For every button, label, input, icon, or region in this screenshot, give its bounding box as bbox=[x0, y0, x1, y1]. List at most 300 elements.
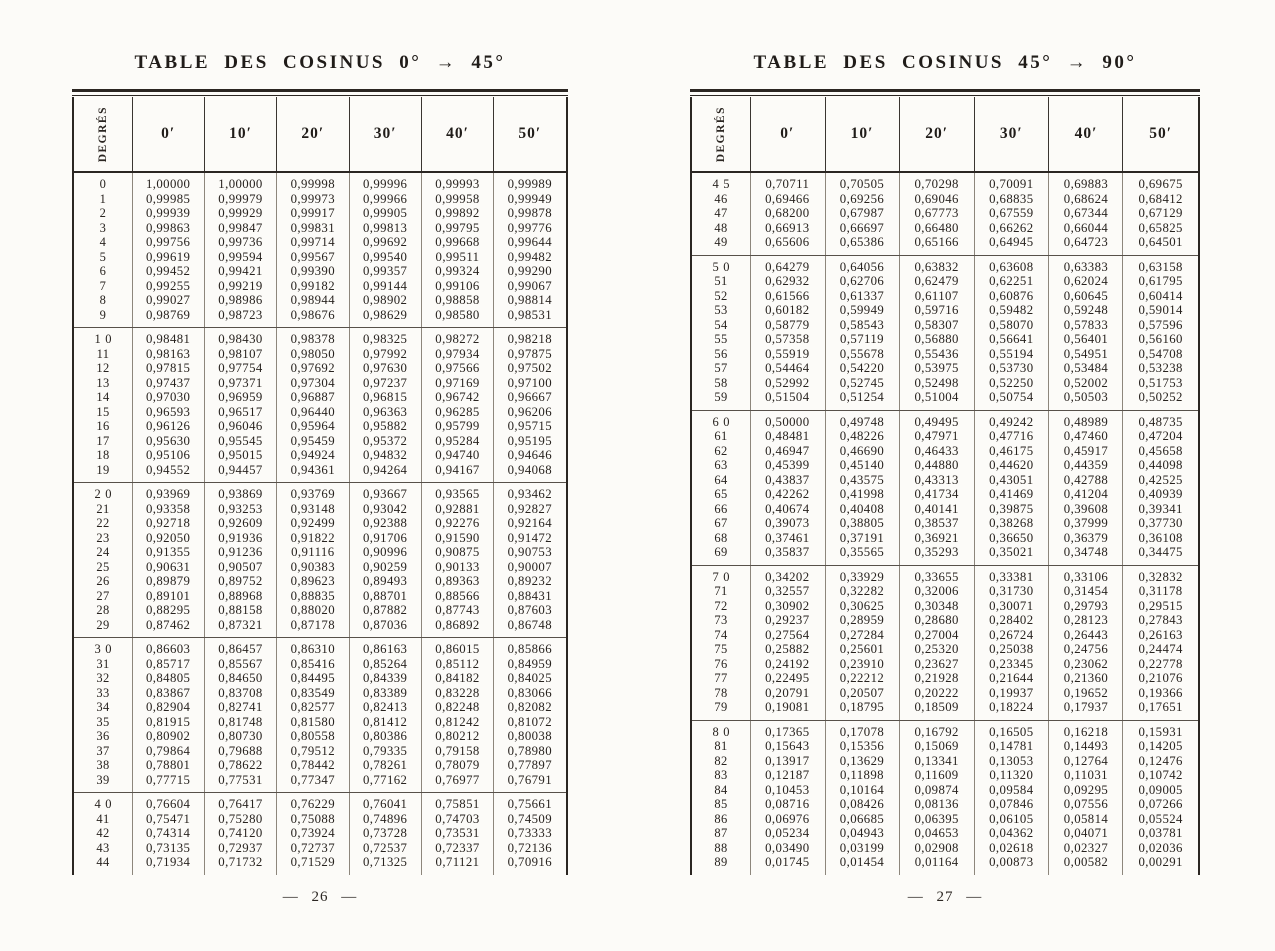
cosine-value-cell: 0,51254 bbox=[839, 390, 885, 404]
degree-cell: 19 bbox=[96, 462, 110, 477]
cosine-value-cell: 0,86310 bbox=[290, 642, 336, 656]
degree-cell: 13 bbox=[96, 375, 110, 390]
cosine-value-cell: 0,93253 bbox=[218, 501, 263, 516]
table-row bbox=[74, 463, 566, 478]
minute-column-header: 40′ bbox=[446, 125, 469, 142]
table-row bbox=[74, 531, 566, 546]
cosine-value-cell: 0,24192 bbox=[765, 656, 810, 671]
cosine-value-cell: 0,25320 bbox=[914, 642, 959, 656]
cosine-value-cell: 0,37191 bbox=[839, 530, 885, 545]
cosine-value-cell: 0,40408 bbox=[839, 501, 885, 516]
cosine-value-cell: 0,16505 bbox=[989, 724, 1034, 739]
cosine-value-cell: 0,11320 bbox=[989, 768, 1034, 782]
cosine-value-cell: 0,23910 bbox=[839, 656, 885, 671]
cosine-value-cell: 0,61795 bbox=[1138, 274, 1183, 288]
cosine-value-cell: 0,02036 bbox=[1138, 840, 1183, 855]
minute-column-header: 0′ bbox=[780, 125, 795, 142]
degree-cell: 69 bbox=[714, 545, 728, 559]
cosine-value-cell: 0,54464 bbox=[765, 361, 810, 375]
degree-group bbox=[692, 720, 1198, 875]
cosine-value-cell: 0,09005 bbox=[1138, 782, 1183, 797]
cosine-value-cell: 0,12187 bbox=[765, 768, 810, 782]
degree-cell: 17 bbox=[96, 433, 110, 448]
cosine-value-cell: 0,90631 bbox=[145, 559, 191, 574]
degree-cell: 81 bbox=[714, 739, 728, 753]
cosine-value-cell: 0,28959 bbox=[839, 613, 885, 627]
cosine-value-cell: 0,14781 bbox=[989, 739, 1034, 753]
cosine-value-cell: 0,24474 bbox=[1138, 642, 1183, 656]
cosine-value-cell: 0,91355 bbox=[145, 545, 191, 559]
cosine-value-cell: 0,76791 bbox=[507, 772, 553, 787]
cosine-value-cell: 0,79864 bbox=[145, 743, 191, 758]
table-frame bbox=[72, 97, 568, 875]
cosine-value-cell: 0,86457 bbox=[218, 642, 263, 656]
cosine-value-cell: 0,72537 bbox=[362, 840, 408, 855]
cosine-value-cell: 0,82904 bbox=[145, 700, 191, 714]
cosine-value-cell: 0,46433 bbox=[914, 443, 959, 458]
cosine-value-cell: 0,84182 bbox=[435, 671, 480, 685]
cosine-value-cell: 0,33929 bbox=[839, 569, 885, 584]
cosine-value-cell: 0,92050 bbox=[145, 530, 191, 545]
cosine-value-cell: 0,55194 bbox=[989, 346, 1034, 361]
cosine-value-cell: 0,15931 bbox=[1138, 724, 1183, 739]
cosine-value-cell: 0,76041 bbox=[362, 797, 408, 811]
table-row bbox=[692, 206, 1198, 221]
cosine-value-cell: 0,94167 bbox=[435, 462, 480, 477]
cosine-value-cell: 0,14493 bbox=[1063, 739, 1109, 753]
cosine-value-cell: 0,52002 bbox=[1063, 375, 1109, 390]
degree-cell: 11 bbox=[96, 346, 110, 361]
cosine-value-cell: 0,11031 bbox=[1064, 768, 1108, 782]
degree-cell: 18 bbox=[96, 448, 110, 462]
degree-cell: 36 bbox=[96, 729, 110, 743]
cosine-value-cell: 0,99998 bbox=[290, 177, 336, 191]
cosine-value-cell: 0,57119 bbox=[840, 332, 884, 346]
degree-cell: 37 bbox=[96, 743, 110, 758]
cosine-value-cell: 0,88701 bbox=[362, 588, 408, 603]
cosine-value-cell: 0,21076 bbox=[1138, 671, 1183, 685]
cosine-value-cell: 0,23627 bbox=[914, 656, 959, 671]
cosine-value-cell: 0,28402 bbox=[989, 613, 1034, 627]
cosine-value-cell: 0,59482 bbox=[989, 303, 1034, 317]
cosine-value-cell: 0,35021 bbox=[989, 545, 1034, 559]
page-number: — 27 — bbox=[907, 888, 983, 905]
cosine-value-cell: 0,84650 bbox=[218, 671, 263, 685]
table-row bbox=[692, 235, 1198, 250]
table-row bbox=[74, 574, 566, 589]
cosine-value-cell: 0,18795 bbox=[839, 700, 885, 714]
table-row bbox=[692, 841, 1198, 856]
cosine-value-cell: 0,67559 bbox=[989, 206, 1034, 220]
cosine-value-cell: 0,43575 bbox=[839, 472, 885, 487]
cosine-value-cell: 0,99255 bbox=[145, 278, 191, 293]
cosine-value-cell: 0,93969 bbox=[145, 487, 191, 501]
cosine-value-cell: 0,15356 bbox=[839, 739, 885, 753]
cosine-value-cell: 0,76417 bbox=[218, 797, 263, 811]
cosine-value-cell: 0,39341 bbox=[1138, 501, 1183, 516]
cosine-value-cell: 0,84025 bbox=[507, 671, 553, 685]
cosine-value-cell: 0,09874 bbox=[914, 782, 959, 797]
cosine-value-cell: 0,99878 bbox=[507, 206, 553, 220]
degree-cell: 52 bbox=[714, 288, 728, 303]
cosine-value-cell: 0,80386 bbox=[362, 729, 408, 743]
cosine-value-cell: 0,53484 bbox=[1063, 361, 1109, 375]
cosine-value-cell: 0,88020 bbox=[290, 603, 336, 617]
cosine-value-cell: 0,81242 bbox=[435, 714, 480, 729]
cosine-value-cell: 0,95106 bbox=[145, 448, 191, 462]
degree-cell: 88 bbox=[714, 840, 728, 855]
cosine-value-cell: 0,00873 bbox=[989, 855, 1034, 869]
cosine-value-cell: 0,70505 bbox=[839, 177, 885, 191]
cosine-value-cell: 0,97934 bbox=[435, 346, 480, 361]
degree-cell: 65 bbox=[714, 487, 728, 501]
degree-cell: 38 bbox=[96, 758, 110, 772]
cosine-value-cell: 0,82741 bbox=[218, 700, 263, 714]
cosine-value-cell: 0,92276 bbox=[435, 516, 480, 530]
cosine-value-cell: 0,25882 bbox=[765, 642, 810, 656]
cosine-value-cell: 0,99714 bbox=[290, 235, 336, 249]
cosine-value-cell: 0,94832 bbox=[362, 448, 408, 462]
cosine-value-cell: 0,37461 bbox=[765, 530, 810, 545]
table-top-rule bbox=[690, 89, 1200, 96]
cosine-value-cell: 0,99357 bbox=[362, 264, 408, 278]
cosine-value-cell: 0,18509 bbox=[914, 700, 959, 714]
cosine-value-cell: 0,25038 bbox=[989, 642, 1034, 656]
cosine-value-cell: 0,19652 bbox=[1063, 685, 1109, 700]
table-row bbox=[74, 671, 566, 686]
degree-cell: 3 bbox=[99, 220, 107, 235]
cosine-value-cell: 1,00000 bbox=[218, 177, 263, 191]
cosine-value-cell: 0,94264 bbox=[362, 462, 408, 477]
cosine-value-cell: 0,21360 bbox=[1063, 671, 1109, 685]
degree-cell: 40 bbox=[94, 797, 116, 811]
cosine-value-cell: 0,91706 bbox=[362, 530, 408, 545]
cosine-value-cell: 0,96046 bbox=[218, 419, 263, 433]
degree-cell: 87 bbox=[714, 826, 728, 840]
cosine-value-cell: 0,98481 bbox=[145, 332, 191, 346]
table-row bbox=[74, 221, 566, 236]
cosine-value-cell: 0,08136 bbox=[914, 797, 959, 811]
cosine-value-cell: 0,68624 bbox=[1063, 191, 1109, 206]
table-row bbox=[692, 458, 1198, 473]
cosine-value-cell: 0,92827 bbox=[507, 501, 553, 516]
cosine-value-cell: 0,02908 bbox=[914, 840, 959, 855]
degree-cell: 49 bbox=[714, 235, 728, 249]
cosine-value-cell: 0,84959 bbox=[507, 656, 553, 671]
cosine-value-cell: 0,99989 bbox=[507, 177, 553, 191]
page-title: TABLE DES COSINUS 0° → 45° bbox=[134, 52, 506, 73]
cosine-value-cell: 0,54951 bbox=[1063, 346, 1109, 361]
table-row bbox=[692, 671, 1198, 686]
cosine-value-cell: 0,95630 bbox=[145, 433, 191, 448]
cosine-value-cell: 0,96959 bbox=[218, 390, 263, 404]
cosine-value-cell: 0,44880 bbox=[914, 458, 959, 472]
cosine-value-cell: 0,99958 bbox=[435, 191, 480, 206]
cosine-value-cell: 0,78079 bbox=[435, 758, 480, 772]
cosine-value-cell: 0,96667 bbox=[507, 390, 553, 404]
cosine-value-cell: 0,74509 bbox=[507, 811, 553, 826]
cosine-value-cell: 0,92164 bbox=[507, 516, 553, 530]
cosine-value-cell: 0,95545 bbox=[218, 433, 263, 448]
cosine-value-cell: 0,70711 bbox=[765, 177, 810, 191]
cosine-value-cell: 0,67129 bbox=[1138, 206, 1183, 220]
cosine-value-cell: 0,26724 bbox=[989, 627, 1034, 642]
cosine-value-cell: 0,89752 bbox=[218, 574, 263, 588]
cosine-value-cell: 0,88431 bbox=[507, 588, 553, 603]
cosine-value-cell: 0,89101 bbox=[145, 588, 191, 603]
cosine-value-cell: 0,35293 bbox=[914, 545, 959, 559]
minute-column-header: 40′ bbox=[1074, 125, 1098, 142]
minute-column-header: 10′ bbox=[850, 125, 874, 142]
cosine-value-cell: 0,95015 bbox=[218, 448, 263, 462]
degree-cell: 10 bbox=[94, 332, 116, 346]
cosine-value-cell: 0,82413 bbox=[362, 700, 408, 714]
cosine-value-cell: 0,99831 bbox=[290, 220, 336, 235]
cosine-value-cell: 0,93565 bbox=[435, 487, 480, 501]
cosine-value-cell: 0,85567 bbox=[218, 656, 263, 671]
table-header bbox=[74, 97, 566, 173]
degree-cell: 26 bbox=[96, 574, 110, 588]
cosine-value-cell: 0,70091 bbox=[989, 177, 1034, 191]
degree-cell: 70 bbox=[712, 569, 734, 584]
cosine-value-cell: 0,70298 bbox=[914, 177, 959, 191]
table-row bbox=[692, 768, 1198, 783]
cosine-value-cell: 0,86163 bbox=[362, 642, 408, 656]
cosine-value-cell: 0,06395 bbox=[914, 811, 959, 826]
table-row bbox=[692, 545, 1198, 560]
table-row bbox=[74, 744, 566, 759]
cosine-value-cell: 0,98902 bbox=[362, 293, 408, 307]
table-row bbox=[74, 589, 566, 604]
degree-cell: 31 bbox=[96, 656, 110, 671]
degree-cell: 47 bbox=[714, 206, 728, 220]
table-row bbox=[692, 642, 1198, 657]
table-row bbox=[692, 628, 1198, 643]
cosine-value-cell: 0,43313 bbox=[914, 472, 959, 487]
cosine-value-cell: 0,97754 bbox=[218, 361, 263, 375]
cosine-value-cell: 0,57358 bbox=[765, 332, 810, 346]
cosine-value-cell: 0,93769 bbox=[290, 487, 336, 501]
table-row bbox=[692, 376, 1198, 391]
cosine-value-cell: 0,32832 bbox=[1138, 569, 1183, 584]
degree-cell: 63 bbox=[714, 458, 728, 472]
cosine-value-cell: 0,64279 bbox=[765, 259, 810, 274]
cosine-value-cell: 0,51004 bbox=[914, 390, 959, 404]
cosine-value-cell: 0,80212 bbox=[435, 729, 480, 743]
cosine-value-cell: 0,97630 bbox=[362, 361, 408, 375]
degree-cell: 44 bbox=[96, 855, 110, 869]
table-row bbox=[74, 657, 566, 672]
cosine-value-cell: 0,99144 bbox=[362, 278, 408, 293]
cosine-value-cell: 0,69883 bbox=[1063, 177, 1109, 191]
cosine-value-cell: 0,39073 bbox=[765, 516, 810, 530]
cosine-value-cell: 0,56880 bbox=[914, 332, 959, 346]
cosine-value-cell: 0,94740 bbox=[435, 448, 480, 462]
cosine-value-cell: 0,16218 bbox=[1063, 724, 1109, 739]
cosine-value-cell: 0,41734 bbox=[914, 487, 959, 501]
table-row bbox=[74, 797, 566, 812]
degree-group bbox=[74, 792, 566, 875]
table-row bbox=[74, 419, 566, 434]
degree-cell: 27 bbox=[96, 588, 110, 603]
cosine-value-cell: 0,75851 bbox=[435, 797, 480, 811]
cosine-value-cell: 0,75471 bbox=[145, 811, 191, 826]
table-row bbox=[74, 434, 566, 449]
cosine-value-cell: 0,58307 bbox=[914, 317, 959, 332]
table-row bbox=[74, 812, 566, 827]
minute-column-header: 50′ bbox=[1149, 125, 1173, 142]
degrees-column-header: DEGRÉS bbox=[715, 105, 727, 163]
cosine-value-cell: 0,99482 bbox=[507, 249, 553, 264]
cosine-value-cell: 0,99421 bbox=[218, 264, 263, 278]
cosine-value-cell: 0,99324 bbox=[435, 264, 480, 278]
cosine-value-cell: 0,55436 bbox=[914, 346, 959, 361]
cosine-value-cell: 0,91236 bbox=[218, 545, 263, 559]
cosine-value-cell: 0,91116 bbox=[291, 545, 335, 559]
cosine-value-cell: 0,97100 bbox=[507, 375, 553, 390]
cosine-value-cell: 0,90383 bbox=[290, 559, 336, 574]
cosine-value-cell: 0,72337 bbox=[435, 840, 480, 855]
cosine-value-cell: 0,94068 bbox=[507, 462, 553, 477]
degree-cell: 58 bbox=[714, 375, 728, 390]
cosine-value-cell: 0,88158 bbox=[218, 603, 263, 617]
degree-cell: 7 bbox=[99, 278, 107, 293]
cosine-value-cell: 0,95195 bbox=[507, 433, 553, 448]
cosine-value-cell: 0,32282 bbox=[839, 584, 885, 598]
cosine-value-cell: 0,38268 bbox=[989, 516, 1034, 530]
cosine-value-cell: 0,98430 bbox=[218, 332, 263, 346]
cosine-value-cell: 0,13917 bbox=[765, 753, 810, 768]
degree-cell: 68 bbox=[714, 530, 728, 545]
cosine-value-cell: 0,52250 bbox=[989, 375, 1034, 390]
cosine-value-cell: 0,99966 bbox=[362, 191, 408, 206]
cosine-value-cell: 0,25601 bbox=[839, 642, 885, 656]
cosine-value-cell: 0,07846 bbox=[989, 797, 1034, 811]
degree-cell: 73 bbox=[714, 613, 728, 627]
cosine-table-0-45 bbox=[72, 89, 568, 875]
table-row bbox=[74, 206, 566, 221]
cosine-value-cell: 0,10742 bbox=[1138, 768, 1183, 782]
degree-cell: 56 bbox=[714, 346, 728, 361]
degree-cell: 83 bbox=[714, 768, 728, 782]
cosine-value-cell: 0,95799 bbox=[435, 419, 480, 433]
table-row bbox=[692, 584, 1198, 599]
cosine-value-cell: 0,99106 bbox=[435, 278, 480, 293]
cosine-value-cell: 0,14205 bbox=[1138, 739, 1183, 753]
degree-cell: 50 bbox=[712, 259, 734, 274]
degree-cell: 0 bbox=[99, 177, 107, 191]
degree-cell: 82 bbox=[714, 753, 728, 768]
degree-cell: 9 bbox=[99, 307, 107, 322]
cosine-value-cell: 0,96593 bbox=[145, 404, 191, 419]
cosine-value-cell: 0,59716 bbox=[914, 303, 959, 317]
cosine-value-cell: 0,96742 bbox=[435, 390, 480, 404]
table-row bbox=[692, 739, 1198, 754]
cosine-value-cell: 0,83708 bbox=[218, 685, 263, 700]
cosine-value-cell: 0,48226 bbox=[839, 429, 885, 443]
cosine-value-cell: 0,47971 bbox=[914, 429, 959, 443]
cosine-value-cell: 0,53238 bbox=[1138, 361, 1183, 375]
cosine-value-cell: 0,03490 bbox=[765, 840, 810, 855]
table-row bbox=[74, 279, 566, 294]
table-row bbox=[692, 318, 1198, 333]
cosine-value-cell: 0,74703 bbox=[435, 811, 480, 826]
cosine-value-cell: 0,99863 bbox=[145, 220, 191, 235]
cosine-value-cell: 0,65386 bbox=[839, 235, 885, 249]
cosine-value-cell: 0,97304 bbox=[290, 375, 336, 390]
cosine-value-cell: 0,06105 bbox=[989, 811, 1034, 826]
cosine-value-cell: 0,22778 bbox=[1138, 656, 1183, 671]
cosine-value-cell: 0,66697 bbox=[839, 220, 885, 235]
cosine-value-cell: 0,00582 bbox=[1063, 855, 1109, 869]
cosine-value-cell: 0,99917 bbox=[290, 206, 336, 220]
degree-cell: 29 bbox=[96, 617, 110, 632]
cosine-value-cell: 0,99905 bbox=[362, 206, 408, 220]
degree-cell: 74 bbox=[714, 627, 728, 642]
cosine-value-cell: 0,30071 bbox=[989, 598, 1034, 613]
cosine-value-cell: 0,75088 bbox=[290, 811, 336, 826]
cosine-value-cell: 0,33381 bbox=[989, 569, 1034, 584]
cosine-value-cell: 0,99892 bbox=[435, 206, 480, 220]
cosine-value-cell: 0,81748 bbox=[218, 714, 263, 729]
cosine-value-cell: 0,38537 bbox=[914, 516, 959, 530]
cosine-value-cell: 0,08716 bbox=[765, 797, 810, 811]
cosine-value-cell: 0,40674 bbox=[765, 501, 810, 516]
cosine-value-cell: 0,47716 bbox=[989, 429, 1034, 443]
cosine-value-cell: 0,99813 bbox=[362, 220, 408, 235]
cosine-value-cell: 0,38805 bbox=[839, 516, 885, 530]
cosine-value-cell: 0,97502 bbox=[507, 361, 553, 375]
cosine-value-cell: 0,88835 bbox=[290, 588, 336, 603]
cosine-value-cell: 0,01454 bbox=[839, 855, 885, 869]
cosine-value-cell: 0,44098 bbox=[1138, 458, 1183, 472]
degree-cell: 32 bbox=[96, 671, 110, 685]
table-row bbox=[74, 603, 566, 618]
cosine-value-cell: 0,81915 bbox=[145, 714, 191, 729]
cosine-value-cell: 0,18224 bbox=[989, 700, 1034, 714]
cosine-value-cell: 0,88295 bbox=[145, 603, 191, 617]
cosine-value-cell: 0,98629 bbox=[362, 307, 408, 322]
table-row bbox=[74, 235, 566, 250]
table-row bbox=[692, 502, 1198, 517]
cosine-value-cell: 0,99973 bbox=[290, 191, 336, 206]
table-row bbox=[692, 260, 1198, 275]
cosine-value-cell: 0,62706 bbox=[839, 274, 885, 288]
cosine-value-cell: 0,83066 bbox=[507, 685, 553, 700]
cosine-value-cell: 0,69675 bbox=[1138, 177, 1183, 191]
cosine-value-cell: 0,37730 bbox=[1138, 516, 1183, 530]
minute-column-header: 20′ bbox=[925, 125, 949, 142]
cosine-value-cell: 0,63158 bbox=[1138, 259, 1183, 274]
cosine-value-cell: 0,79158 bbox=[435, 743, 480, 758]
cosine-value-cell: 0,28680 bbox=[914, 613, 959, 627]
cosine-value-cell: 0,04071 bbox=[1063, 826, 1109, 840]
degree-cell: 75 bbox=[714, 642, 728, 656]
cosine-value-cell: 0,39875 bbox=[989, 501, 1034, 516]
cosine-value-cell: 0,20791 bbox=[765, 685, 810, 700]
cosine-value-cell: 0,93462 bbox=[507, 487, 553, 501]
table-row bbox=[74, 516, 566, 531]
degree-group bbox=[74, 327, 566, 482]
cosine-value-cell: 0,83549 bbox=[290, 685, 336, 700]
cosine-value-cell: 0,48481 bbox=[765, 429, 810, 443]
cosine-value-cell: 0,99567 bbox=[290, 249, 336, 264]
cosine-value-cell: 0,98325 bbox=[362, 332, 408, 346]
cosine-value-cell: 0,30625 bbox=[839, 598, 885, 613]
cosine-value-cell: 0,82248 bbox=[435, 700, 480, 714]
cosine-value-cell: 0,15069 bbox=[914, 739, 959, 753]
cosine-value-cell: 0,54220 bbox=[839, 361, 885, 375]
